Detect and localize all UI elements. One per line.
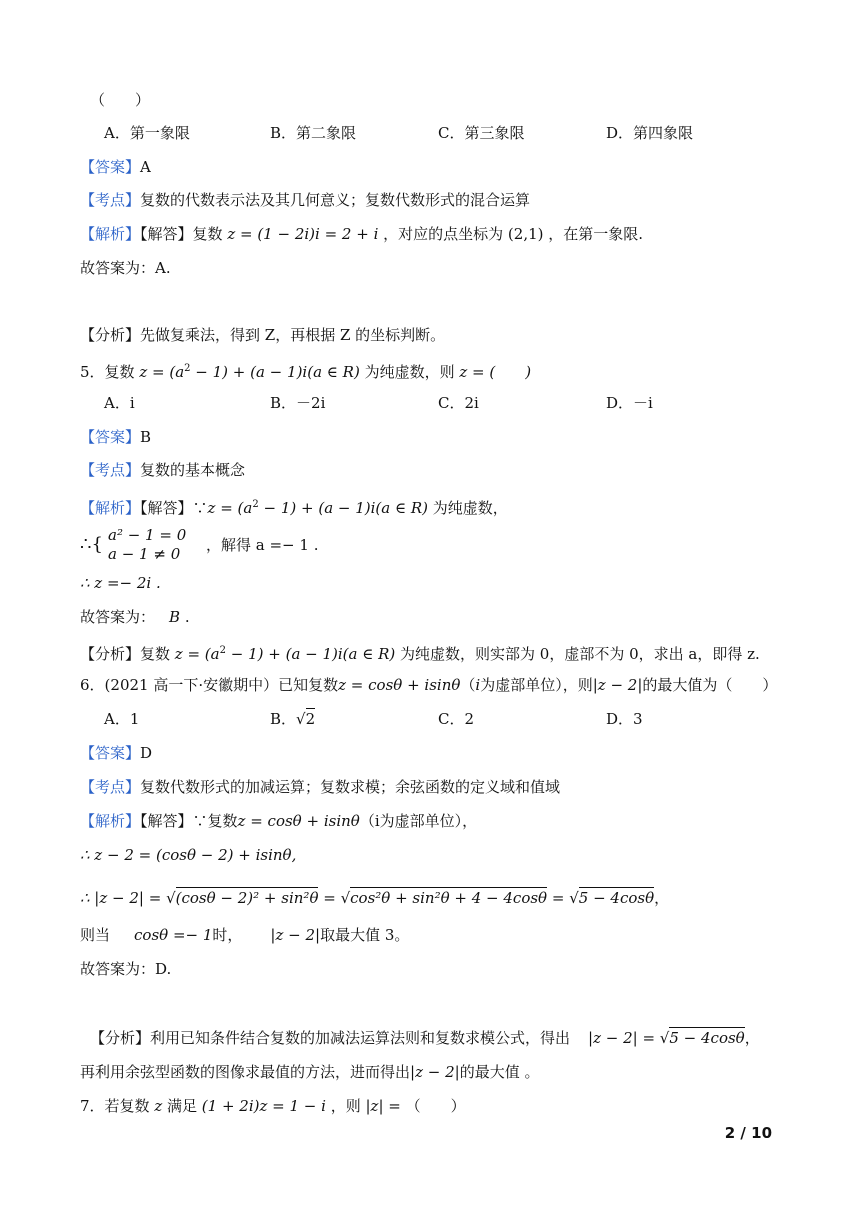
jiexi-tag: 【解析】 [80, 499, 141, 517]
line4-math: |z − 2| [270, 926, 321, 944]
jiexi-text: ，在第一象限. [543, 225, 644, 243]
stem-math: i [475, 676, 481, 694]
so-z-math: ∴ z =− 2i . [80, 574, 161, 592]
fenxi-root: 5 − 4cosθ [669, 1029, 745, 1047]
jieda-tag: 【解答】 [140, 499, 193, 517]
stem-text: 为纯虚数，则 [359, 363, 460, 381]
fenxi-text: 复数 [140, 645, 175, 663]
stem-text: 已知复数 [278, 676, 339, 694]
q4-kaodian [80, 190, 530, 210]
q4-conclusion: 故答案为：A. [80, 259, 171, 277]
q5-kaodian [80, 460, 245, 480]
q6-answer [80, 743, 152, 763]
q4-option-c: C．第三象限 [438, 124, 525, 142]
stem-text: （ ） [405, 1097, 466, 1115]
page-number: 2 / 10 [724, 1124, 772, 1142]
q6-option-d: D．3 [606, 710, 643, 728]
kaodian-text: 复数的基本概念 [140, 461, 246, 479]
fenxi-text: 利用已知条件结合复数的加减法运算法则和复数求模公式，得出 [150, 1029, 571, 1047]
system-solve: ，解得 a =− 1 . [206, 536, 319, 554]
fenxi-tag: 【分析】 [80, 326, 141, 344]
jiexi-text: （i为虚部单位）， [359, 812, 478, 830]
q4-paren: （ ） [90, 91, 151, 109]
fenxi-text: 再利用余弦型函数的图像求最值的方法，进而得出 [80, 1063, 411, 1081]
jieda-tag: 【解答】 [140, 812, 193, 830]
q4-answer [80, 157, 151, 177]
q5-option-a: A．i [104, 394, 135, 412]
stem-text: 若复数 [104, 1097, 155, 1115]
answer-value: B [140, 428, 152, 446]
q6-fenxi-line1: 【分析】利用已知条件结合复数的加减法运算法则和复数求模公式，得出 |z − 2| = √5 − 4cosθ， [90, 1029, 760, 1047]
q5-fenxi-math: $z = (a^2 - 1) + (a - 1)i(a$ ∈ R) [174, 645, 396, 663]
option-root: 2 [305, 710, 316, 728]
stem-math: z [154, 1097, 163, 1115]
q5-so-z [80, 573, 161, 593]
stem-text: 为虚部单位），则 [480, 676, 593, 694]
q6-option-c: C．2 [438, 710, 475, 728]
question-number: 5． [80, 363, 105, 381]
stem-text: 的最大值为（ ） [642, 676, 778, 694]
q5-option-d: D．－i [606, 394, 653, 412]
q6-conclusion: 故答案为：D. [80, 960, 172, 978]
q6-jiexi [80, 811, 477, 831]
q6-option-a: A．1 [104, 710, 140, 728]
answer-value: A [140, 158, 151, 176]
kaodian-text: 复数的代数表示法及其几何意义；复数代数形式的混合运算 [140, 191, 531, 209]
jiexi-math: z = (1 − 2i)i = 2 + i [227, 225, 379, 243]
line4-text: 则当 [80, 926, 111, 944]
answer-value: D [140, 744, 153, 762]
line3-math: ∴ |z − 2| = [80, 889, 167, 907]
q5-conclusion [80, 607, 190, 627]
question-number: 7． [80, 1097, 105, 1115]
conclusion-value: B [169, 608, 181, 626]
q5-option-b: B．－2i [270, 394, 326, 412]
jieda-tag: 【解答】 [140, 225, 193, 243]
line2-math: ∴ z − 2 = (cosθ − 2) + isinθ, [80, 846, 297, 864]
q6-fenxi-line2 [80, 1062, 539, 1082]
fenxi-math: |z − 2| [410, 1063, 460, 1081]
q5-stem [80, 359, 531, 382]
q4-option-a: A．第一象限 [104, 124, 190, 142]
kaodian-tag: 【考点】 [80, 191, 141, 209]
answer-tag: 【答案】 [80, 744, 141, 762]
fenxi-text: 的最大值 。 [459, 1063, 540, 1081]
q5-answer [80, 427, 151, 447]
stem-math: z = cosθ + isinθ [338, 676, 461, 694]
therefore-brace: ∴{ [80, 534, 103, 555]
jiexi-text: 为纯虚数， [428, 499, 508, 517]
stem-text: ，则 [325, 1097, 366, 1115]
line3-root-2: cos²θ + sin²θ + 4 − 4cosθ [350, 889, 548, 907]
jiexi-tag: 【解析】 [80, 225, 141, 243]
jiexi-text: ，对应的点坐标为 [378, 225, 508, 243]
system-row-1: a² − 1 = 0 [108, 526, 187, 544]
line3-root-3: 5 − 4cosθ [578, 889, 655, 907]
stem-text: 满足 [162, 1097, 202, 1115]
question-source: (2021 高一下·安徽期中） [104, 676, 279, 694]
fenxi-math: |z − 2| = [588, 1029, 660, 1047]
q5-jiexi-math: ∵z = $(a^2 - 1) + (a - 1)i(a$ ∈ R) [192, 499, 429, 517]
line4-text: 取最大值 3。 [320, 926, 410, 944]
stem-math: (1 + 2i)z = 1 − i [201, 1097, 326, 1115]
answer-tag: 【答案】 [80, 428, 141, 446]
q6-line2 [80, 845, 296, 865]
answer-tag: 【答案】 [80, 158, 141, 176]
jiexi-text: ∵复数 [192, 812, 238, 830]
stem-math: |z| = [365, 1097, 406, 1115]
stem-math: |z − 2| [592, 676, 643, 694]
option-label: B． [270, 710, 297, 728]
q5-option-c: C．2i [438, 394, 479, 412]
q7-stem [80, 1096, 466, 1116]
fenxi-tag: 【分析】 [90, 1029, 151, 1047]
stem-math: z = ( ) [459, 363, 532, 381]
kaodian-text: 复数代数形式的加减运算；复数求模；余弦函数的定义域和值域 [140, 778, 561, 796]
q5-system [80, 526, 380, 566]
fenxi-text: 为纯虚数，则实部为 0，虚部不为 0，求出 a，即得 z. [395, 645, 760, 663]
q6-option-b: B．√2 [270, 710, 316, 728]
stem-text: （ [460, 676, 476, 694]
q6-line3: ∴ |z − 2| = √(cosθ − 2)² + sin²θ = √cos²θ + sin²θ + 4 − 4cosθ = √5 − 4cosθ， [80, 889, 670, 907]
fenxi-tag: 【分析】 [80, 645, 141, 663]
conclusion-text: . [180, 608, 190, 626]
q6-stem [80, 675, 777, 695]
line4-text: 时， [212, 926, 243, 944]
q6-kaodian [80, 777, 560, 797]
jiexi-tag: 【解析】 [80, 812, 141, 830]
q5-jiexi [80, 495, 508, 518]
jiexi-point: (2,1) [507, 225, 544, 243]
question-number: 6． [80, 676, 105, 694]
fenxi-text: 先做复乘法，得到 Z，再根据 Z 的坐标判断。 [140, 326, 446, 344]
q6-line4 [80, 925, 409, 945]
line3-root-1: (cosθ − 2)² + sin²θ [175, 889, 319, 907]
conclusion-text: 故答案为： [80, 608, 156, 626]
system-row-2: a − 1 ≠ 0 [108, 545, 181, 563]
q4-option-d: D．第四象限 [606, 124, 694, 142]
kaodian-tag: 【考点】 [80, 778, 141, 796]
q4-fenxi [80, 325, 445, 345]
kaodian-tag: 【考点】 [80, 461, 141, 479]
q5-stem-math: $z = (a^2 - 1) + (a - 1)i(a$ ∈ R) [139, 363, 360, 381]
stem-text: 复数 [104, 363, 140, 381]
jiexi-text: 复数 [192, 225, 228, 243]
q4-jiexi [80, 224, 643, 244]
line4-math: cosθ =− 1 [134, 926, 213, 944]
q4-option-b: B．第二象限 [270, 124, 357, 142]
q5-fenxi [80, 641, 760, 664]
jiexi-math: z = cosθ + isinθ [237, 812, 360, 830]
